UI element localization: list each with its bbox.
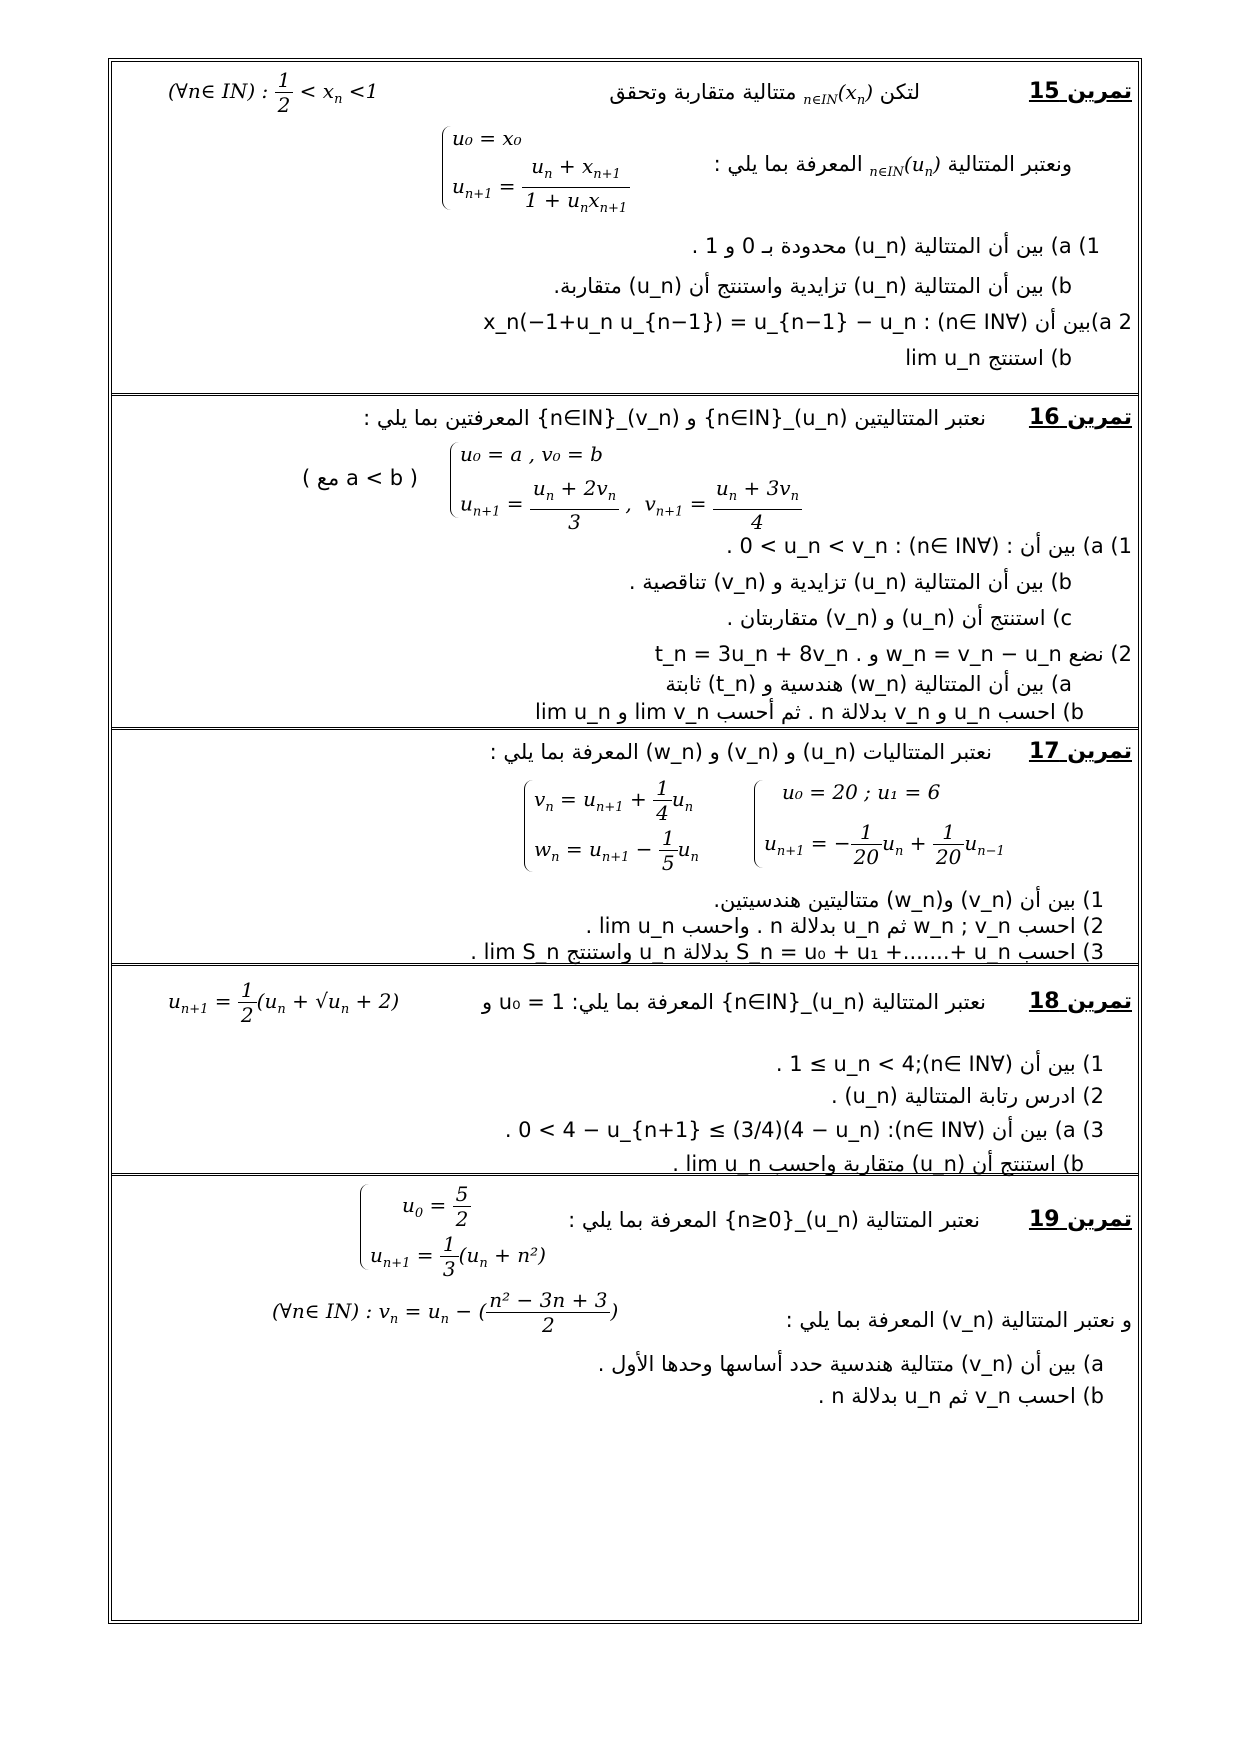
ex19-qa: a) بين أن (v_n) متتالية هندسية حدد أساسها وحدها الأول . <box>597 1352 1104 1376</box>
ex17-systemB-brace <box>524 780 533 872</box>
ex16-q1c: c) استنتج أن (u_n) و (v_n) متقاربتان . <box>726 606 1072 630</box>
exercise-15 <box>112 62 1138 396</box>
ex17-systemA-line2: $u_{n+1}$ = − $\frac{1}{20}$ $u_n$ + $\frac{1}{20}$ $u_{n-1}$ <box>764 820 1005 869</box>
ex19-formula: (∀n∈ IN) : $v_n = u_n$ − ( $\frac{\text{n² − 3n + 3}}{2}$ ) <box>272 1288 619 1337</box>
ex15-condition: (∀n∈ IN) : $\frac{1}{2}$ < $x_n <1$ <box>168 68 379 117</box>
ex17-systemA-brace <box>754 780 763 868</box>
ex17-q3: 3) احسب S_n = u₀ + u₁ +.......+ u_n بدلالة u_n واستنتج lim S_n . <box>470 940 1104 964</box>
ex16-system-brace <box>450 442 459 518</box>
ex18-title: تمرين 18 <box>1028 989 1132 1014</box>
ex18-q3a: 3) a) بين أن (∀n∈ IN): 0 < 4 − u_{n+1} ≤ (3/4)(4 − u_n) . <box>504 1118 1104 1142</box>
ex17-intro: نعتبر المتتاليات (u_n) و (v_n) و (w_n) المعرفة بما يلي : <box>489 740 992 764</box>
ex17-systemB-line1: $v_n = u_{n+1}$ + $\frac{1}{4}$ $u_n$ <box>534 776 694 825</box>
ex15-title: تمرين 15 <box>1028 79 1132 104</box>
ex16-q2a: a) بين أن المتتالية (w_n) هندسية و (t_n) ثابتة <box>665 672 1072 696</box>
ex17-systemA-line1: u₀ = 20 ; u₁ = 6 <box>782 780 941 804</box>
ex19-system-line1: $u_0$ = $\frac{5}{2}$ <box>402 1182 471 1231</box>
ex16-q2b: b) احسب u_n و v_n بدلالة n . ثم أحسب lim v_n و lim u_n <box>535 700 1084 724</box>
ex15-system-line2: $u_{n+1}$ = $\frac{u_n + x_{n+1}}{1 + u_nx_{n+1}}$ <box>452 154 630 221</box>
ex15-system-line1: u₀ = x₀ <box>452 126 522 150</box>
ex18-q3b: b) استنتج أن (u_n) متقاربة واحسب lim u_n . <box>672 1152 1084 1176</box>
exercise-19 <box>112 1176 1138 1620</box>
ex18-q1: 1) بين أن (∀n∈ IN);1 ≤ u_n < 4 . <box>775 1052 1104 1076</box>
ex15-q2b: b) استنتج lim u_n <box>905 346 1072 370</box>
exercise-17 <box>112 730 1138 966</box>
ex16-q2: 2) نضع w_n = v_n − u_n و . t_n = 3u_n + 8v_n <box>654 642 1132 666</box>
ex16-intro: نعتبر المتتاليتين (u_n)_{n∈IN} و (v_n)_{n∈IN} المعرفتين بما يلي : <box>363 406 986 430</box>
ex16-system-line1: u₀ = a , v₀ = b <box>460 442 603 466</box>
ex19-title: تمرين 19 <box>1028 1207 1132 1232</box>
ex19-intro: نعتبر المتتالية (u_n)_{n≥0} المعرفة بما يلي : <box>568 1208 980 1232</box>
ex16-condition: ( a < b مع ) <box>302 466 418 490</box>
ex17-systemB-line2: $w_n = u_{n+1}$ − $\frac{1}{5}$ $u_n$ <box>534 826 699 875</box>
exercise-18 <box>112 966 1138 1176</box>
ex15-q2a: 2 a)بين أن (∀n∈ IN) : x_n(−1+u_n u_{n−1}) = u_{n−1} − u_n <box>483 310 1132 334</box>
ex16-system-line2: $u_{n+1}$ = $\frac{u_n + 2v_n}{3}$ , $v_{n+1}$ = $\frac{u_n + 3v_n}{4}$ <box>460 476 802 534</box>
ex15-q1a: 1) a) بين أن المتتالية (u_n) محدودة بـ 0 و 1 . <box>691 234 1100 258</box>
ex15-definition: ونعتبر المتتالية $(u_n)_{n\in IN}$ المعرفة بما يلي : <box>713 152 1072 180</box>
ex18-q2: 2) ادرس رتابة المتتالية (u_n) . <box>830 1084 1104 1108</box>
ex16-q1a: 1) a) بين أن : (∀n∈ IN) : 0 < u_n < v_n . <box>726 534 1132 558</box>
ex15-intro: لتكن $(x_n)_{n\in IN}$ متتالية متقاربة وتحقق <box>609 80 920 108</box>
ex15-q1b: b) بين أن المتتالية (u_n) تزايدية واستنتج أن (u_n) متقاربة. <box>553 274 1072 298</box>
ex19-definition: و نعتبر المتتالية (v_n) المعرفة بما يلي : <box>785 1308 1132 1332</box>
ex19-qb: b) احسب v_n ثم u_n بدلالة n . <box>817 1384 1104 1408</box>
ex17-title: تمرين 17 <box>1028 739 1132 764</box>
exercise-frame <box>108 58 1142 1624</box>
ex18-intro: نعتبر المتتالية (u_n)_{n∈IN} المعرفة بما يلي: u₀ = 1 و <box>481 990 986 1014</box>
ex17-q1: 1) بين أن (v_n) و(w_n) متتاليتين هندسيتين. <box>713 888 1104 912</box>
ex19-system-line2: $u_{n+1}$ = $\frac{1}{3}$ $(u_n + n^2)$ <box>370 1232 546 1281</box>
ex15-system-brace <box>442 126 451 210</box>
ex17-q2: 2) احسب w_n ; v_n ثم u_n بدلالة n . واحسب lim u_n . <box>585 914 1104 938</box>
ex16-title: تمرين 16 <box>1028 405 1132 430</box>
ex18-formula: $u_{n+1}$ = $\frac{1}{2}$ $(u_n + √u_n + 2)$ <box>168 978 400 1027</box>
exercise-16 <box>112 396 1138 730</box>
ex16-q1b: b) بين أن المتتالية (u_n) تزايدية و (v_n) تناقصية . <box>628 570 1072 594</box>
ex19-system-brace <box>360 1184 369 1270</box>
